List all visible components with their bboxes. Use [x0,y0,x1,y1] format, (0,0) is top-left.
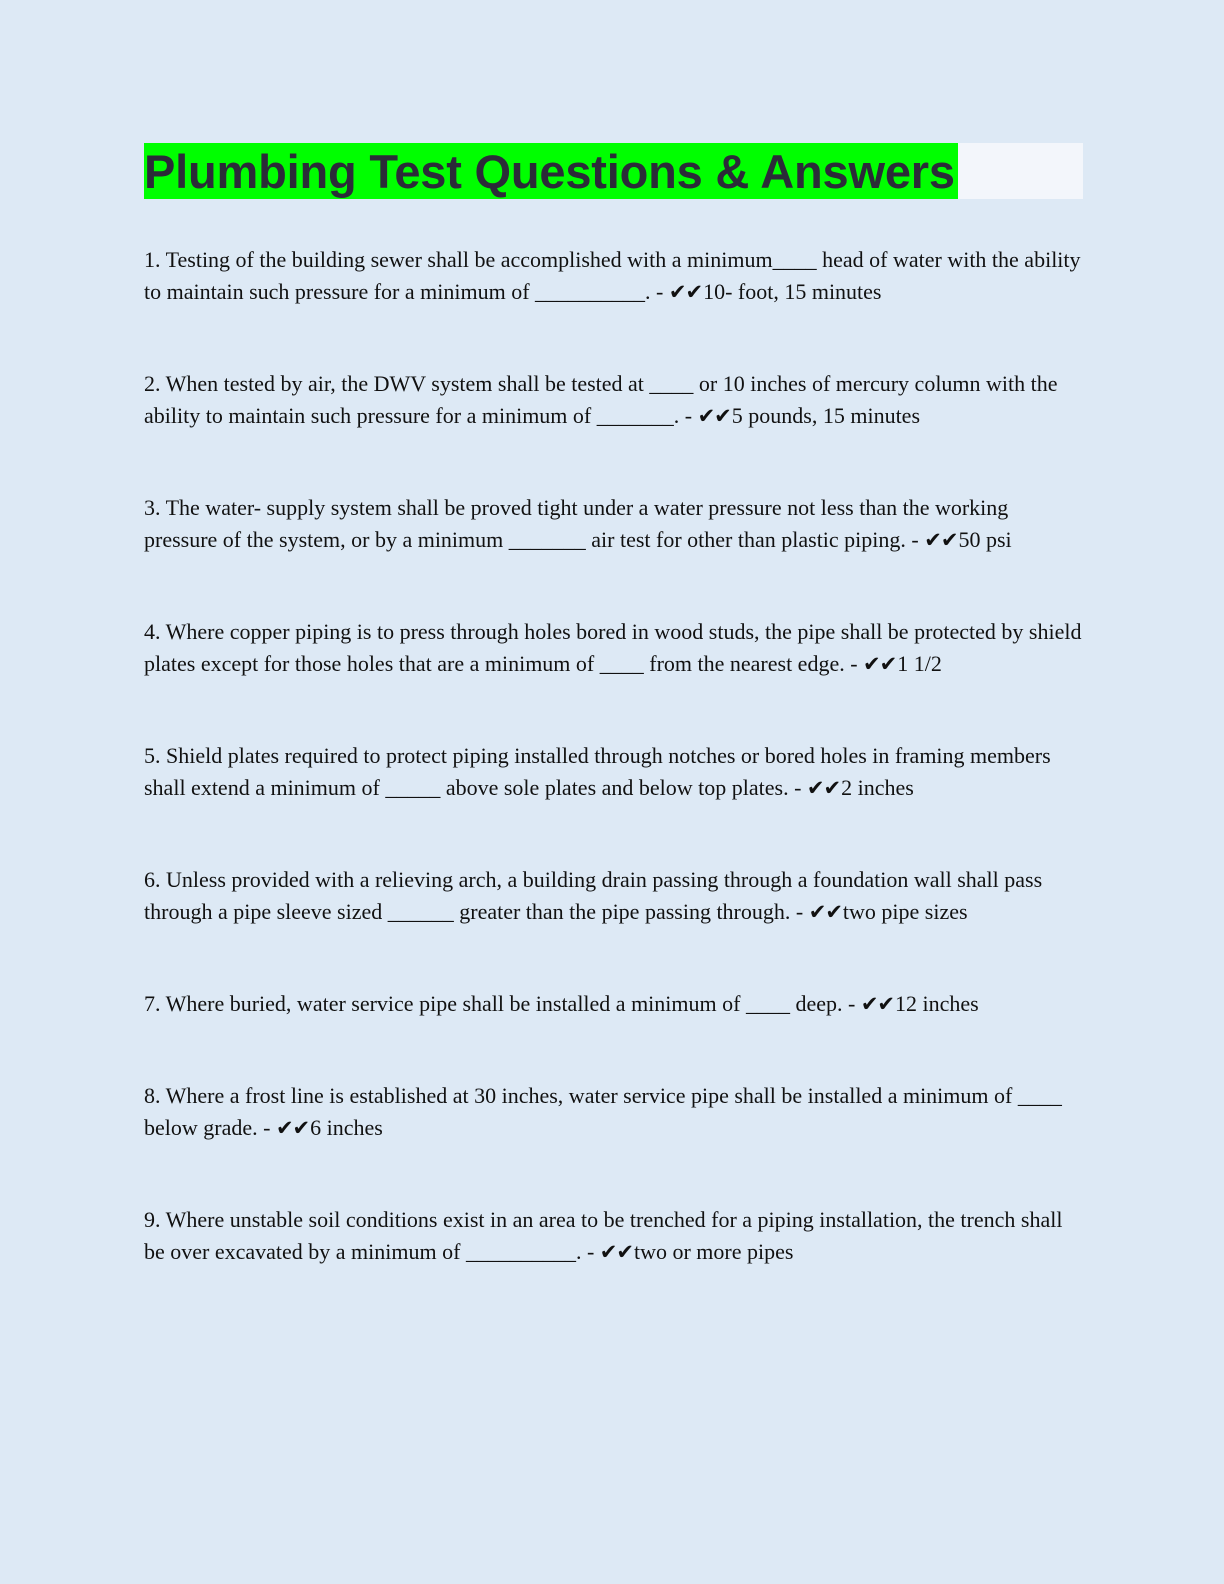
question-text: 1. Testing of the building sewer shall be accomplished with a minimum____ head of water with the ability to maintain such pressure for a minimum of __________. - [144,247,1081,304]
question-item [144,988,1084,1020]
question-text: 4. Where copper piping is to press through holes bored in wood studs, the pipe shall be protected by shield plates except for those holes that are a minimum of ____ from the nearest edge. - [144,619,1082,676]
check-mark-icon: ✔✔ [860,992,895,1016]
check-mark-icon: ✔✔ [668,280,703,304]
question-item [144,740,1084,804]
question-list [144,244,1084,1268]
question-item [144,368,1084,432]
question-answer: two or more pipes [633,1239,794,1264]
question-item [144,1080,1084,1144]
question-text: 8. Where a frost line is established at 30 inches, water service pipe shall be installed a minimum of ____ below grade. - [144,1083,1062,1140]
question-item [144,616,1084,680]
check-mark-icon: ✔✔ [806,776,841,800]
question-answer: 1 1/2 [897,651,942,676]
check-mark-icon: ✔✔ [863,652,897,676]
check-mark-icon: ✔✔ [924,528,958,552]
question-text: 6. Unless provided with a relieving arch, a building drain passing through a foundation wall shall pass through a pipe sleeve sized ______ greater than the pipe passing through. - [144,867,1043,924]
question-text: 7. Where buried, water service pipe shall be installed a minimum of ____ deep. - [144,991,861,1016]
question-answer: 50 psi [958,527,1012,552]
question-item [144,1204,1084,1268]
question-text: 9. Where unstable soil conditions exist in an area to be trenched for a piping installation, the trench shall be over excavated by a minimum of __________. - [144,1207,1063,1264]
question-text: 5. Shield plates required to protect piping installed through notches or bored holes in framing members shall extend a minimum of _____ above sole plates and below top plates. - [144,743,1051,800]
question-answer: two pipe sizes [842,899,968,924]
question-text: 2. When tested by air, the DWV system shall be tested at ____ or 10 inches of mercury column with the ability to maintain such pressure for a minimum of _______. - [144,371,1058,428]
question-item [144,492,1084,556]
question-text: 3. The water- supply system shall be proved tight under a water pressure not less than the working pressure of the system, or by a minimum _______ air test for other than plastic piping. - [144,495,1009,552]
title-banner [144,143,1083,199]
question-answer: 2 inches [841,775,914,800]
check-mark-icon: ✔✔ [275,1116,310,1140]
question-answer: 6 inches [310,1115,383,1140]
check-mark-icon: ✔✔ [697,404,731,428]
question-answer: 12 inches [895,991,979,1016]
question-answer: 5 pounds, 15 minutes [731,403,921,428]
question-item [144,244,1084,308]
question-item [144,864,1084,928]
check-mark-icon: ✔✔ [599,1240,633,1264]
page-title: Plumbing Test Questions & Answers [144,143,958,199]
check-mark-icon: ✔✔ [808,900,842,924]
question-answer: 10- foot, 15 minutes [703,279,882,304]
